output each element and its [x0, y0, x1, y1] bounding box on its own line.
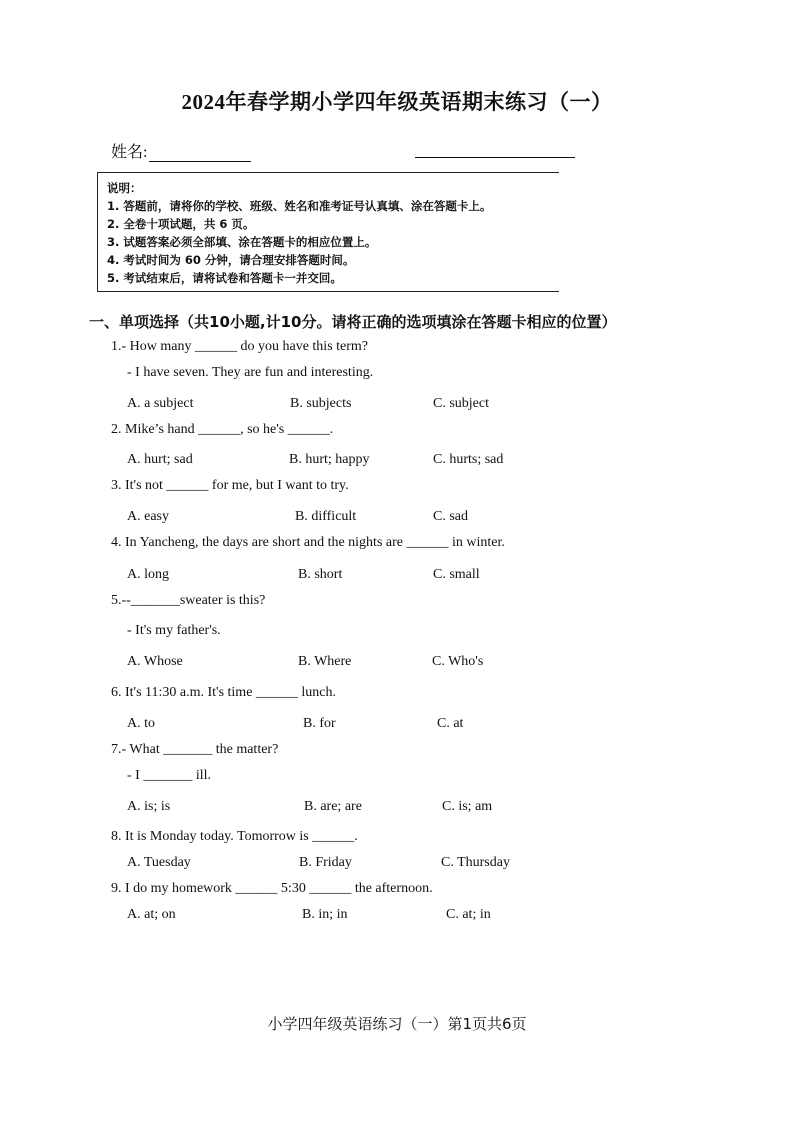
option-a[interactable]: A. is; is [127, 799, 171, 814]
option-b[interactable]: B. Where [298, 654, 352, 669]
section-heading: 一、单项选择（共10小题,计10分。请将正确的选项填涂在答题卡相应的位置） [89, 313, 617, 331]
option-b[interactable]: B. are; are [304, 799, 362, 814]
option-b[interactable]: B. for [303, 716, 336, 731]
option-b[interactable]: B. subjects [290, 396, 352, 411]
question-stem: 5.--_______sweater is this? [111, 593, 266, 608]
instructions-box [97, 172, 559, 292]
option-c[interactable]: C. hurts; sad [433, 452, 504, 467]
question-stem: 2. Mike’s hand ______, so he's ______. [111, 422, 334, 437]
option-c[interactable]: C. Who's [432, 654, 484, 669]
option-a[interactable]: A. hurt; sad [127, 452, 193, 467]
option-c[interactable]: C. Thursday [441, 855, 510, 870]
question-stem: 9. I do my homework ______ 5:30 ______ the afternoon. [111, 881, 433, 896]
option-a[interactable]: A. long [127, 567, 169, 582]
option-a[interactable]: A. a subject [127, 396, 194, 411]
name-label: 姓名: [111, 144, 148, 161]
option-a[interactable]: A. easy [127, 509, 169, 524]
question-stem: 4. In Yancheng, the days are short and the nights are ______ in winter. [111, 535, 505, 550]
question-stem: 8. It is Monday today. Tomorrow is ______. [111, 829, 358, 844]
name-blank[interactable] [149, 143, 251, 162]
answer-blank-line[interactable] [415, 139, 575, 158]
option-a[interactable]: A. Tuesday [127, 855, 191, 870]
option-c[interactable]: C. sad [433, 509, 468, 524]
option-a[interactable]: A. at; on [127, 907, 176, 922]
option-c[interactable]: C. at; in [446, 907, 491, 922]
option-a[interactable]: A. Whose [127, 654, 183, 669]
instruction-item: 1. 答题前，请将你的学校、班级、姓名和准考证号认真填、涂在答题卡上。 [107, 199, 492, 213]
instruction-item: 4. 考试时间为 60 分钟，请合理安排答题时间。 [107, 253, 355, 267]
question-stem: 7.- What _______ the matter? [111, 742, 279, 757]
option-c[interactable]: C. at [437, 716, 464, 731]
option-c[interactable]: C. subject [433, 396, 489, 411]
option-c[interactable]: C. small [433, 567, 480, 582]
instruction-item: 3. 试题答案必须全部填、涂在答题卡的相应位置上。 [107, 235, 377, 249]
question-stem: 6. It's 11:30 a.m. It's time ______ lunch. [111, 685, 337, 700]
instruction-item: 2. 全卷十项试题，共 6 页。 [107, 217, 255, 231]
page-title: 2024年春学期小学四年级英语期末练习（一） [181, 90, 613, 114]
instruction-item: 5. 考试结束后，请将试卷和答题卡一并交回。 [107, 271, 342, 285]
name-field-row [111, 139, 251, 162]
option-b[interactable]: B. hurt; happy [289, 452, 370, 467]
question-stem: 3. It's not ______ for me, but I want to try. [111, 478, 349, 493]
instructions-heading: 说明： [107, 181, 142, 195]
question-stem-reply: - I have seven. They are fun and interesting. [127, 365, 374, 380]
option-a[interactable]: A. to [127, 716, 155, 731]
option-b[interactable]: B. short [298, 567, 343, 582]
option-b[interactable]: B. in; in [302, 907, 348, 922]
question-stem: 1.- How many ______ do you have this term? [111, 339, 369, 354]
question-stem-reply: - I _______ ill. [127, 768, 211, 783]
option-b[interactable]: B. Friday [299, 855, 352, 870]
question-stem-reply: - It's my father's. [127, 623, 221, 638]
page-footer: 小学四年级英语练习（一）第1页共6页 [267, 1015, 527, 1033]
option-b[interactable]: B. difficult [295, 509, 357, 524]
option-c[interactable]: C. is; am [442, 799, 493, 814]
